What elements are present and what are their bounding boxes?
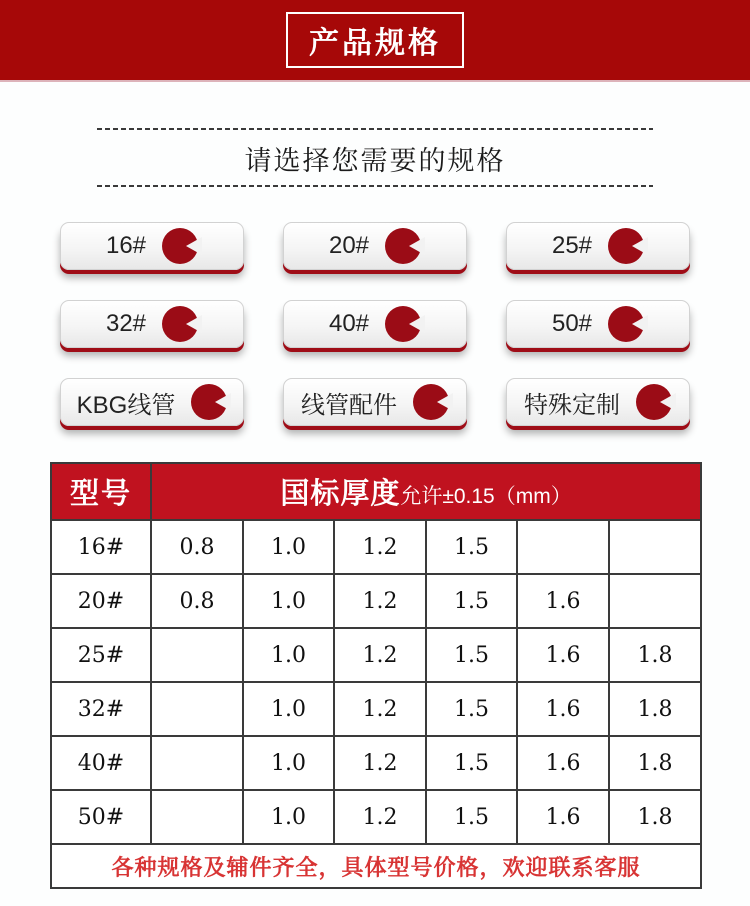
thickness-cell: 1.8 bbox=[609, 736, 701, 790]
circle-notch-icon bbox=[385, 228, 421, 264]
dashed-divider-top bbox=[97, 128, 653, 130]
spec-button-32[interactable] bbox=[60, 300, 244, 348]
spec-button-label: 16# bbox=[105, 232, 147, 259]
circle-notch-icon bbox=[385, 306, 421, 342]
thickness-cell: 1.2 bbox=[334, 682, 426, 736]
thickness-cell: 1.0 bbox=[243, 628, 334, 682]
thickness-cell: 1.8 bbox=[609, 790, 701, 844]
spec-button-label: KBG线管 bbox=[76, 391, 176, 419]
thickness-cell: 1.6 bbox=[517, 628, 609, 682]
thickness-cell: 1.8 bbox=[609, 628, 701, 682]
subtitle: 请选择您需要的规格 bbox=[244, 146, 506, 176]
circle-notch-icon bbox=[162, 228, 198, 264]
thickness-cell bbox=[517, 520, 609, 574]
header-thickness bbox=[151, 463, 701, 520]
thickness-cell: 0.8 bbox=[151, 574, 243, 628]
spec-button-label: 25# bbox=[551, 232, 593, 259]
spec-button-label: 50# bbox=[551, 310, 593, 337]
circle-notch-icon bbox=[162, 306, 198, 342]
table-row bbox=[51, 520, 701, 574]
thickness-cell bbox=[609, 520, 701, 574]
thickness-cell: 1.6 bbox=[517, 790, 609, 844]
table-footer-cell bbox=[51, 844, 701, 888]
dashed-divider-bottom bbox=[97, 185, 653, 187]
model-cell: 16# bbox=[51, 520, 151, 574]
thickness-cell bbox=[151, 628, 243, 682]
thickness-spec-table bbox=[50, 462, 702, 889]
banner bbox=[0, 0, 750, 80]
model-cell: 25# bbox=[51, 628, 151, 682]
thickness-cell: 1.0 bbox=[243, 736, 334, 790]
header-thickness-sub: 允许±0.15（mm） bbox=[400, 485, 572, 508]
table-row bbox=[51, 736, 701, 790]
thickness-cell bbox=[151, 682, 243, 736]
spec-button-grid bbox=[60, 222, 690, 426]
table-row bbox=[51, 574, 701, 628]
header-thickness-main: 国标厚度 bbox=[280, 478, 401, 510]
table-row bbox=[51, 790, 701, 844]
thickness-cell: 1.0 bbox=[243, 682, 334, 736]
spec-button-conduit-fittings[interactable] bbox=[283, 378, 467, 426]
spec-button-16[interactable] bbox=[60, 222, 244, 270]
spec-button-label: 20# bbox=[328, 232, 370, 259]
table-row bbox=[51, 628, 701, 682]
spec-button-label: 32# bbox=[105, 310, 147, 337]
spec-button-label: 特殊定制 bbox=[524, 391, 620, 419]
spec-button-kbg-conduit[interactable] bbox=[60, 378, 244, 426]
thickness-cell: 1.2 bbox=[334, 520, 426, 574]
spec-button-20[interactable] bbox=[283, 222, 467, 270]
banner-title-box bbox=[286, 12, 464, 68]
table-row bbox=[51, 682, 701, 736]
table-footer-row bbox=[51, 844, 701, 888]
thickness-cell: 1.5 bbox=[426, 574, 517, 628]
thickness-cell: 1.6 bbox=[517, 682, 609, 736]
thickness-cell: 1.0 bbox=[243, 574, 334, 628]
header-model bbox=[51, 463, 151, 520]
spec-button-40[interactable] bbox=[283, 300, 467, 348]
thickness-cell bbox=[151, 736, 243, 790]
thickness-cell: 1.5 bbox=[426, 682, 517, 736]
thickness-cell: 1.5 bbox=[426, 736, 517, 790]
circle-notch-icon bbox=[191, 384, 227, 420]
thickness-cell: 1.6 bbox=[517, 736, 609, 790]
thickness-cell: 1.2 bbox=[334, 790, 426, 844]
thickness-cell bbox=[151, 790, 243, 844]
thickness-cell: 1.2 bbox=[334, 628, 426, 682]
thickness-cell: 1.0 bbox=[243, 520, 334, 574]
page-title: 产品规格 bbox=[309, 27, 441, 60]
circle-notch-icon bbox=[608, 306, 644, 342]
model-cell: 40# bbox=[51, 736, 151, 790]
model-cell: 32# bbox=[51, 682, 151, 736]
model-cell: 20# bbox=[51, 574, 151, 628]
thickness-cell: 1.0 bbox=[243, 790, 334, 844]
spec-button-label: 线管配件 bbox=[301, 391, 397, 419]
thickness-cell: 1.5 bbox=[426, 628, 517, 682]
spec-button-25[interactable] bbox=[506, 222, 690, 270]
model-cell: 50# bbox=[51, 790, 151, 844]
contact-note: 各种规格及辅件齐全，具体型号价格，欢迎联系客服 bbox=[111, 854, 641, 880]
header-model-label: 型号 bbox=[69, 478, 132, 510]
circle-notch-icon bbox=[608, 228, 644, 264]
circle-notch-icon bbox=[413, 384, 449, 420]
circle-notch-icon bbox=[636, 384, 672, 420]
thickness-cell: 1.5 bbox=[426, 790, 517, 844]
thickness-cell: 1.2 bbox=[334, 574, 426, 628]
thickness-cell: 0.8 bbox=[151, 520, 243, 574]
thickness-cell: 1.5 bbox=[426, 520, 517, 574]
spec-button-custom[interactable] bbox=[506, 378, 690, 426]
thickness-cell bbox=[609, 574, 701, 628]
thickness-cell: 1.6 bbox=[517, 574, 609, 628]
thickness-cell: 1.8 bbox=[609, 682, 701, 736]
table-header-row bbox=[51, 463, 701, 520]
spec-button-label: 40# bbox=[328, 310, 370, 337]
spec-button-50[interactable] bbox=[506, 300, 690, 348]
thickness-cell: 1.2 bbox=[334, 736, 426, 790]
